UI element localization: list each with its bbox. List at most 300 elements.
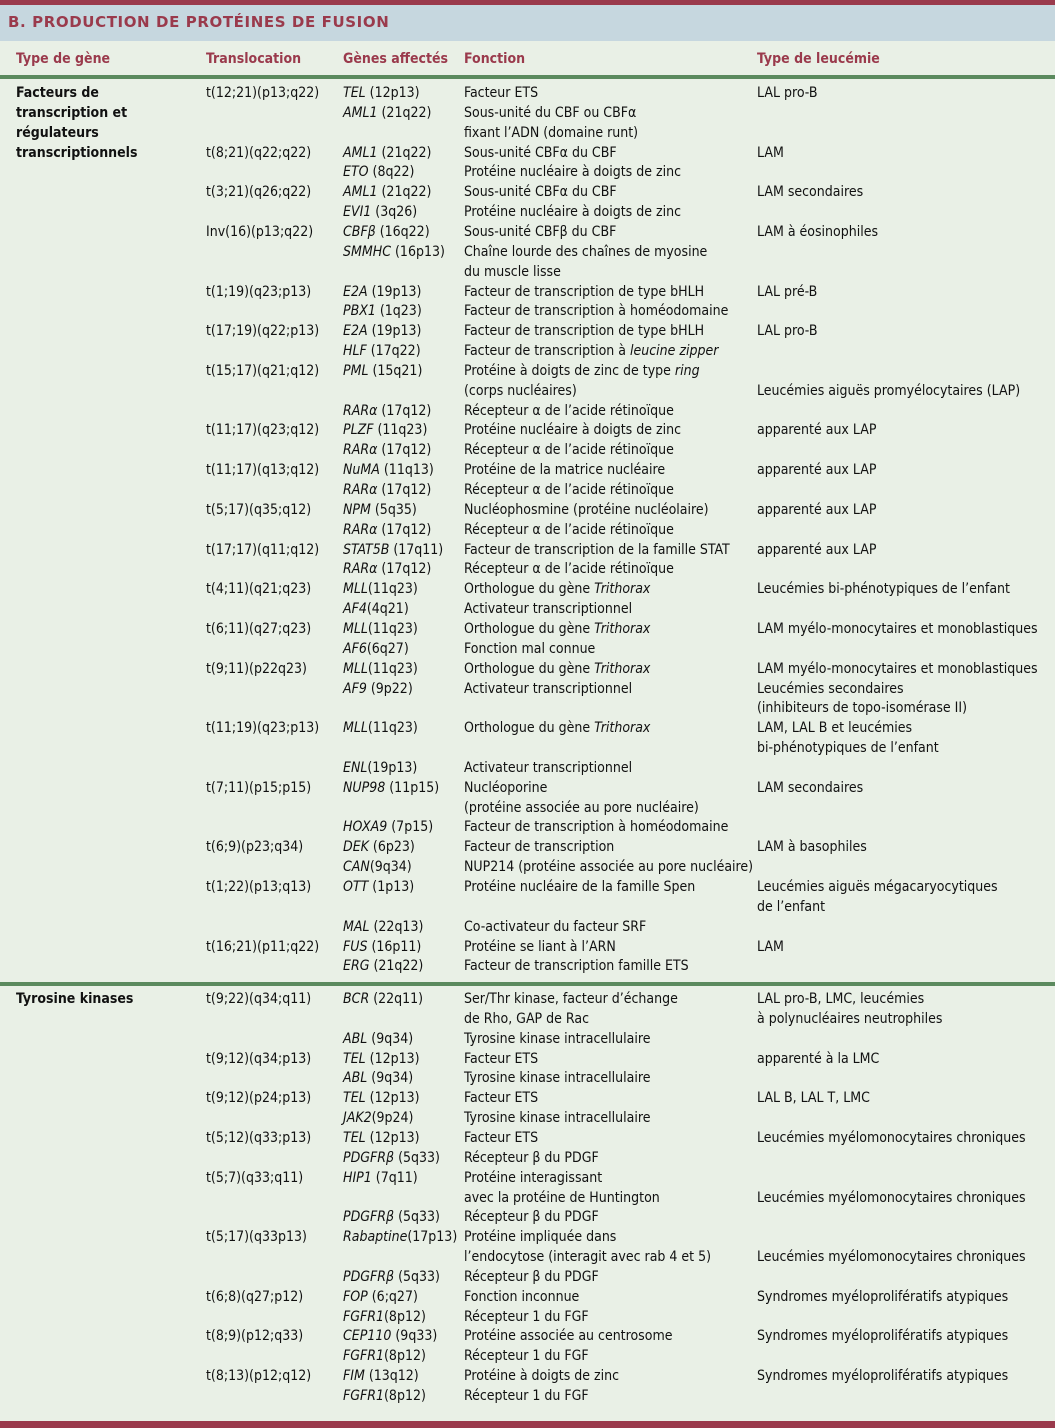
leukemia-type-cell: LAM secondaires [757, 779, 864, 796]
gene-cell [343, 1326, 437, 1346]
gene-name: CBFβ [343, 223, 376, 240]
gene-name: ABL [343, 1070, 368, 1087]
gene-cell [343, 1108, 413, 1128]
function-cell: Sous-unité CBFβ du CBF [464, 223, 617, 240]
gene-cell [343, 321, 421, 341]
gene-locus: (17q11) [389, 541, 444, 558]
translocation-cell: t(4;11)(q21;q23) [206, 581, 312, 598]
gene-cell [343, 361, 422, 381]
gene-name: MLL [343, 620, 368, 637]
leukemia-type-cell: LAL B, LAL T, LMC [757, 1090, 870, 1107]
function-cell: Protéine impliquée dans [464, 1229, 617, 1246]
gene-name: OTT [343, 879, 369, 895]
function-cell: Protéine nucléaire à doigts de zinc [464, 164, 682, 181]
gene-cell [343, 520, 431, 540]
table-row [0, 420, 1055, 440]
table-row [0, 619, 1055, 639]
table-row [0, 559, 1055, 579]
function-cell: Tyrosine kinase intracellulaire [464, 1110, 651, 1127]
translocation-cell: t(8;21)(q22;q22) [206, 144, 312, 161]
table-row [0, 817, 1055, 837]
table-row [0, 123, 1055, 143]
table-row [0, 381, 1055, 401]
gene-name: FOP [343, 1288, 368, 1305]
function-cell: Tyrosine kinase intracellulaire [464, 1070, 651, 1087]
table-row [0, 1188, 1055, 1208]
section-title-bar [0, 5, 1055, 41]
table-row [0, 103, 1055, 123]
function-cell [464, 341, 718, 361]
leukemia-type-cell: LAM myélo-monocytaires et monoblastiques [757, 620, 1038, 637]
gene-name: FGFR1 [343, 1308, 385, 1325]
gene-cell [343, 1307, 426, 1327]
function-cell: Fonction mal connue [464, 640, 596, 657]
translocation-cell: t(9;12)(p24;p13) [206, 1090, 312, 1107]
translocation-cell: t(5;17)(q35;q12) [206, 501, 312, 518]
gene-locus: (16p13) [391, 243, 445, 260]
leukemia-type-cell: apparenté aux LAP [757, 541, 877, 558]
gene-cell [343, 1168, 418, 1188]
gene-name: DEK [343, 839, 369, 856]
section-title: B. PRODUCTION DE PROTÉINES DE FUSION [8, 13, 390, 31]
table-row [0, 956, 1055, 976]
function-cell: Récepteur α de l’acide rétinoïque [464, 561, 674, 578]
gene-cell [343, 1287, 418, 1307]
gene-cell [343, 341, 421, 361]
gene-cell [343, 619, 418, 639]
gene-locus: (11q23) [367, 720, 418, 737]
function-cell: Facteur ETS [464, 1050, 539, 1067]
translocation-cell: t(11;17)(q13;q12) [206, 462, 320, 479]
gene-name: TEL [343, 85, 366, 101]
gene-cell [343, 599, 409, 619]
table-row [0, 738, 1055, 758]
gene-locus: (13q12) [364, 1368, 419, 1385]
header-type-de-gene: Type de gène [16, 51, 111, 67]
gene-locus: (4q21) [366, 601, 409, 618]
function-italic-term: Trithorax [594, 660, 651, 677]
function-cell: Facteur de transcription famille ETS [464, 958, 689, 975]
leukemia-type-cell: Leucémies aiguës mégacaryocytiques [757, 879, 998, 895]
table-row [0, 361, 1055, 381]
table-row [0, 917, 1055, 937]
function-cell [464, 619, 650, 639]
gene-locus: (17p13) [407, 1229, 458, 1246]
gene-cell [343, 778, 439, 798]
gene-locus: (9q34) [369, 859, 412, 876]
gene-name: TEL [343, 1050, 366, 1067]
gene-cell [343, 877, 414, 897]
function-text: Orthologue du gène [464, 660, 595, 677]
gene-cell [343, 718, 418, 738]
gene-locus: (21q22) [377, 104, 432, 121]
gene-cell [343, 1227, 457, 1247]
function-cell: Sous-unité du CBF ou CBFα [464, 104, 637, 121]
gene-name: FUS [343, 938, 368, 955]
table-row [0, 937, 1055, 957]
function-italic-term: Trithorax [594, 720, 651, 737]
table-row [0, 857, 1055, 877]
gene-name: CEP110 [343, 1328, 392, 1345]
gene-name: MLL [343, 660, 368, 677]
table-row [0, 321, 1055, 341]
gene-name: E2A [343, 323, 368, 340]
leukemia-type-cell: Syndromes myéloprolifératifs atypiques [757, 1368, 1009, 1385]
gene-cell [343, 837, 415, 857]
gene-locus: (11p15) [385, 779, 440, 796]
table-row [0, 718, 1055, 738]
translocation-cell: t(12;21)(p13;q22) [206, 85, 320, 101]
gene-name: HLF [343, 343, 367, 360]
function-cell: Protéine de la matrice nucléaire [464, 462, 666, 479]
table-row [0, 778, 1055, 798]
group-label-line: Facteurs de [16, 85, 99, 101]
table-row [0, 301, 1055, 321]
function-cell [464, 718, 650, 738]
table-row [0, 1386, 1055, 1406]
table-row [0, 182, 1055, 202]
table-row [0, 242, 1055, 262]
gene-name: BCR [343, 991, 370, 1007]
header-type-de-leucemie: Type de leucémie [757, 51, 880, 67]
gene-name: AML1 [343, 144, 378, 161]
leukemia-type-cell: de l’enfant [757, 898, 826, 915]
table-row [0, 1148, 1055, 1168]
table-row [0, 1128, 1055, 1148]
translocation-cell: t(16;21)(p11;q22) [206, 938, 320, 955]
header-fonction: Fonction [464, 51, 526, 67]
gene-locus: (7p15) [387, 819, 434, 836]
function-cell: Chaîne lourde des chaînes de myosine [464, 243, 708, 260]
gene-cell [343, 758, 417, 778]
leukemia-type-cell: Leucémies myélomonocytaires chroniques [757, 1129, 1026, 1146]
gene-cell [343, 83, 420, 103]
gene-cell [343, 559, 431, 579]
translocation-cell: t(8;13)(p12;q12) [206, 1368, 312, 1385]
group-label-line: transcriptionnels [16, 144, 138, 161]
table-row [0, 341, 1055, 361]
gene-cell [343, 679, 413, 699]
gene-name: ERG [343, 958, 370, 975]
function-cell: Sous-unité CBFα du CBF [464, 184, 617, 201]
gene-cell [343, 301, 422, 321]
gene-cell [343, 282, 421, 302]
table-row [0, 1287, 1055, 1307]
gene-locus: (8p12) [384, 1348, 426, 1365]
gene-locus: (8p12) [384, 1388, 426, 1404]
gene-name: FIM [343, 1368, 365, 1385]
gene-name: RARα [343, 402, 378, 419]
gene-cell [343, 1029, 413, 1049]
function-text: Protéine à doigts de zinc de type [464, 362, 675, 379]
function-cell: Récepteur β du PDGF [464, 1209, 599, 1226]
translocation-cell: t(15;17)(q21;q12) [206, 362, 320, 379]
function-cell: (protéine associée au pore nucléaire) [464, 799, 699, 816]
function-italic-term: leucine zipper [630, 343, 719, 360]
table-row [0, 1326, 1055, 1346]
gene-name: AML1 [343, 184, 378, 201]
gene-name: NuMA [343, 462, 380, 479]
leukemia-type-cell: LAM [757, 938, 784, 955]
table-row [0, 837, 1055, 857]
table-row [0, 401, 1055, 421]
gene-cell [343, 420, 427, 440]
leukemia-type-cell: (inhibiteurs de topo-isomérase II) [757, 700, 968, 717]
gene-locus: (19p13) [367, 283, 422, 300]
translocation-cell: t(6;8)(q27;p12) [206, 1288, 304, 1305]
gene-locus: (16q22) [375, 223, 430, 240]
table-row [0, 1307, 1055, 1327]
translocation-cell: t(9;12)(q34;p13) [206, 1050, 312, 1067]
gene-locus: (5q33) [394, 1149, 440, 1166]
header-translocation: Translocation [206, 51, 302, 67]
gene-name: SMMHC [343, 243, 392, 260]
function-italic-term: Trithorax [594, 620, 651, 637]
group-divider-rule [0, 982, 1055, 986]
leukemia-type-cell: Leucémies bi-phénotypiques de l’enfant [757, 581, 1010, 598]
function-cell [464, 659, 650, 679]
header-genes-affectes: Gènes affectés [343, 51, 449, 67]
function-cell: Fonction inconnue [464, 1288, 580, 1305]
function-cell: de Rho, GAP de Rac [464, 1010, 589, 1027]
gene-cell [343, 989, 423, 1009]
gene-locus: (11q23) [367, 581, 418, 598]
gene-locus: (17q12) [377, 442, 432, 459]
translocation-cell: t(9;11)(p22q23) [206, 660, 307, 677]
gene-locus: (8q22) [368, 164, 415, 181]
table-row [0, 599, 1055, 619]
gene-name: Rabaptine [343, 1229, 408, 1246]
gene-cell [343, 103, 431, 123]
leukemia-type-cell: LAL pré-B [757, 283, 818, 300]
gene-name: CAN [343, 859, 370, 876]
function-cell: du muscle lisse [464, 263, 561, 280]
translocation-cell: t(3;21)(q26;q22) [206, 184, 312, 201]
function-cell: Récepteur α de l’acide rétinoïque [464, 521, 674, 538]
gene-name: ETO [343, 164, 369, 181]
function-cell: Facteur ETS [464, 85, 539, 101]
gene-name: PDGFRβ [343, 1268, 395, 1285]
translocation-cell: t(11;19)(q23;p13) [206, 720, 320, 737]
leukemia-type-cell: LAM à basophiles [757, 839, 867, 856]
table-row [0, 1247, 1055, 1267]
table-row [0, 202, 1055, 222]
leukemia-type-cell: LAM à éosinophiles [757, 223, 879, 240]
gene-name: AF9 [343, 680, 367, 697]
function-cell: Facteur de transcription à homéodomaine [464, 819, 729, 836]
gene-name: RARα [343, 442, 378, 459]
leukemia-type-cell: LAM [757, 144, 784, 161]
gene-locus: (9q34) [367, 1030, 414, 1047]
function-cell: Récepteur α de l’acide rétinoïque [464, 482, 674, 498]
gene-locus: (19p13) [367, 323, 422, 340]
function-text: Orthologue du gène [464, 720, 595, 737]
table-row [0, 480, 1055, 500]
table-row [0, 639, 1055, 659]
function-cell: Protéine nucléaire à doigts de zinc [464, 422, 682, 439]
gene-name: PDGFRβ [343, 1209, 395, 1226]
gene-cell [343, 1386, 426, 1406]
gene-name: ABL [343, 1030, 368, 1047]
function-italic-term: ring [674, 362, 700, 379]
gene-cell [343, 162, 414, 182]
gene-locus: (8p12) [384, 1308, 426, 1325]
table-row [0, 579, 1055, 599]
gene-cell [343, 401, 431, 421]
gene-locus: (3q26) [371, 204, 418, 221]
gene-name: RARα [343, 482, 378, 498]
table-row [0, 1346, 1055, 1366]
gene-locus: (9p22) [366, 680, 413, 697]
bottom-border [0, 1421, 1055, 1428]
table-row [0, 1168, 1055, 1188]
function-cell: NUP214 (protéine associée au pore nucléaire) [464, 859, 754, 876]
translocation-cell: t(1;22)(p13;q13) [206, 879, 312, 895]
function-text: Orthologue du gène [464, 581, 595, 598]
table-row [0, 1366, 1055, 1386]
gene-locus: (5q33) [394, 1209, 440, 1226]
gene-cell [343, 440, 431, 460]
translocation-cell: Inv(16)(p13;q22) [206, 223, 314, 240]
gene-cell [343, 242, 445, 262]
table-row [0, 143, 1055, 163]
table-row [0, 1029, 1055, 1049]
gene-locus: (16p11) [367, 938, 422, 955]
header-rule [0, 75, 1055, 79]
gene-locus: (15q21) [368, 362, 423, 379]
table-row [0, 1108, 1055, 1128]
table-row [0, 520, 1055, 540]
function-cell: Protéine interagissant [464, 1169, 603, 1186]
gene-locus: (7q11) [371, 1169, 418, 1186]
table-row [0, 282, 1055, 302]
table-row [0, 1009, 1055, 1029]
function-cell: Récepteur β du PDGF [464, 1268, 599, 1285]
gene-cell [343, 1267, 440, 1287]
leukemia-type-cell: apparenté aux LAP [757, 422, 877, 439]
function-cell: Récepteur α de l’acide rétinoïque [464, 442, 674, 459]
table-row [0, 877, 1055, 897]
gene-name: NPM [343, 501, 371, 518]
gene-name: PDGFRβ [343, 1149, 395, 1166]
function-cell: Activateur transcriptionnel [464, 759, 633, 776]
gene-cell [343, 1366, 419, 1386]
table-row [0, 897, 1055, 917]
leukemia-type-cell: apparenté aux LAP [757, 462, 877, 479]
gene-locus: (9q33) [391, 1328, 438, 1345]
function-cell: Récepteur 1 du FGF [464, 1348, 589, 1365]
gene-locus: (6p23) [368, 839, 415, 856]
function-cell: Facteur de transcription de type bHLH [464, 283, 705, 300]
function-cell: Récepteur α de l’acide rétinoïque [464, 402, 674, 419]
gene-name: AF6 [343, 640, 367, 657]
function-cell [464, 361, 700, 381]
function-cell: Protéine nucléaire de la famille Spen [464, 879, 696, 895]
gene-locus: (17q12) [377, 482, 432, 498]
gene-locus: (6;q27) [367, 1288, 418, 1305]
gene-locus: (22q11) [369, 991, 424, 1007]
function-italic-term: Trithorax [594, 581, 651, 598]
gene-locus: (17q12) [377, 561, 432, 578]
function-cell: Facteur de transcription [464, 839, 615, 856]
gene-name: STAT5B [343, 541, 390, 558]
gene-cell [343, 1049, 420, 1069]
gene-locus: (1p13) [368, 879, 415, 895]
gene-cell [343, 817, 433, 837]
gene-name: AF4 [343, 601, 367, 618]
gene-cell [343, 460, 434, 480]
table-row [0, 500, 1055, 520]
translocation-cell: t(6;9)(p23;q34) [206, 839, 304, 856]
function-cell: Activateur transcriptionnel [464, 601, 633, 618]
table-row [0, 659, 1055, 679]
gene-name: MLL [343, 581, 368, 598]
gene-name: NUP98 [343, 779, 386, 796]
function-cell: Tyrosine kinase intracellulaire [464, 1030, 651, 1047]
leukemia-type-cell: à polynucléaires neutrophiles [757, 1010, 943, 1027]
leukemia-type-cell: LAL pro-B, LMC, leucémies [757, 991, 925, 1007]
table-row [0, 440, 1055, 460]
table-row [0, 1207, 1055, 1227]
gene-locus: (21q22) [377, 184, 432, 201]
gene-locus: (17q12) [377, 402, 432, 419]
table-row [0, 540, 1055, 560]
gene-locus: (12p13) [365, 1129, 420, 1146]
gene-cell [343, 639, 409, 659]
gene-name: RARα [343, 521, 378, 538]
table-row [0, 1227, 1055, 1247]
translocation-cell: t(5;12)(q33;p13) [206, 1129, 312, 1146]
gene-locus: (12p13) [365, 1050, 420, 1067]
group-label-line: régulateurs [16, 124, 99, 141]
function-cell: Récepteur 1 du FGF [464, 1388, 589, 1404]
gene-name: RARα [343, 561, 378, 578]
gene-locus: (5q35) [370, 501, 417, 518]
function-cell: Activateur transcriptionnel [464, 680, 633, 697]
function-cell: (corps nucléaires) [464, 382, 577, 399]
table-row [0, 698, 1055, 718]
gene-name: JAK2 [343, 1110, 372, 1127]
gene-locus: (11q23) [373, 422, 428, 439]
table-row [0, 83, 1055, 103]
gene-locus: (9p24) [371, 1110, 414, 1127]
table-row [0, 989, 1055, 1009]
function-cell: Facteur de transcription à homéodomaine [464, 303, 729, 320]
gene-cell [343, 917, 423, 937]
table-row [0, 758, 1055, 778]
leukemia-type-cell: apparenté à la LMC [757, 1050, 880, 1067]
function-text: Facteur de transcription à [464, 343, 631, 360]
translocation-cell: t(8;9)(p12;q33) [206, 1328, 304, 1345]
gene-cell [343, 579, 418, 599]
leukemia-type-cell: LAM myélo-monocytaires et monoblastiques [757, 660, 1038, 677]
gene-name: HOXA9 [343, 819, 388, 836]
translocation-cell: t(17;17)(q11;q12) [206, 541, 320, 558]
function-cell: Ser/Thr kinase, facteur d’échange [464, 991, 678, 1007]
table-row [0, 1088, 1055, 1108]
leukemia-type-cell: LAL pro-B [757, 323, 818, 340]
function-text: Orthologue du gène [464, 620, 595, 637]
function-cell: Récepteur β du PDGF [464, 1149, 599, 1166]
function-cell: Sous-unité CBFα du CBF [464, 144, 617, 161]
gene-name: TEL [343, 1129, 366, 1146]
leukemia-type-cell: apparenté aux LAP [757, 501, 877, 518]
gene-cell [343, 143, 431, 163]
table-row [0, 162, 1055, 182]
gene-locus: (9q34) [367, 1070, 414, 1087]
leukemia-type-cell: LAL pro-B [757, 85, 818, 101]
gene-name: TEL [343, 1090, 366, 1107]
